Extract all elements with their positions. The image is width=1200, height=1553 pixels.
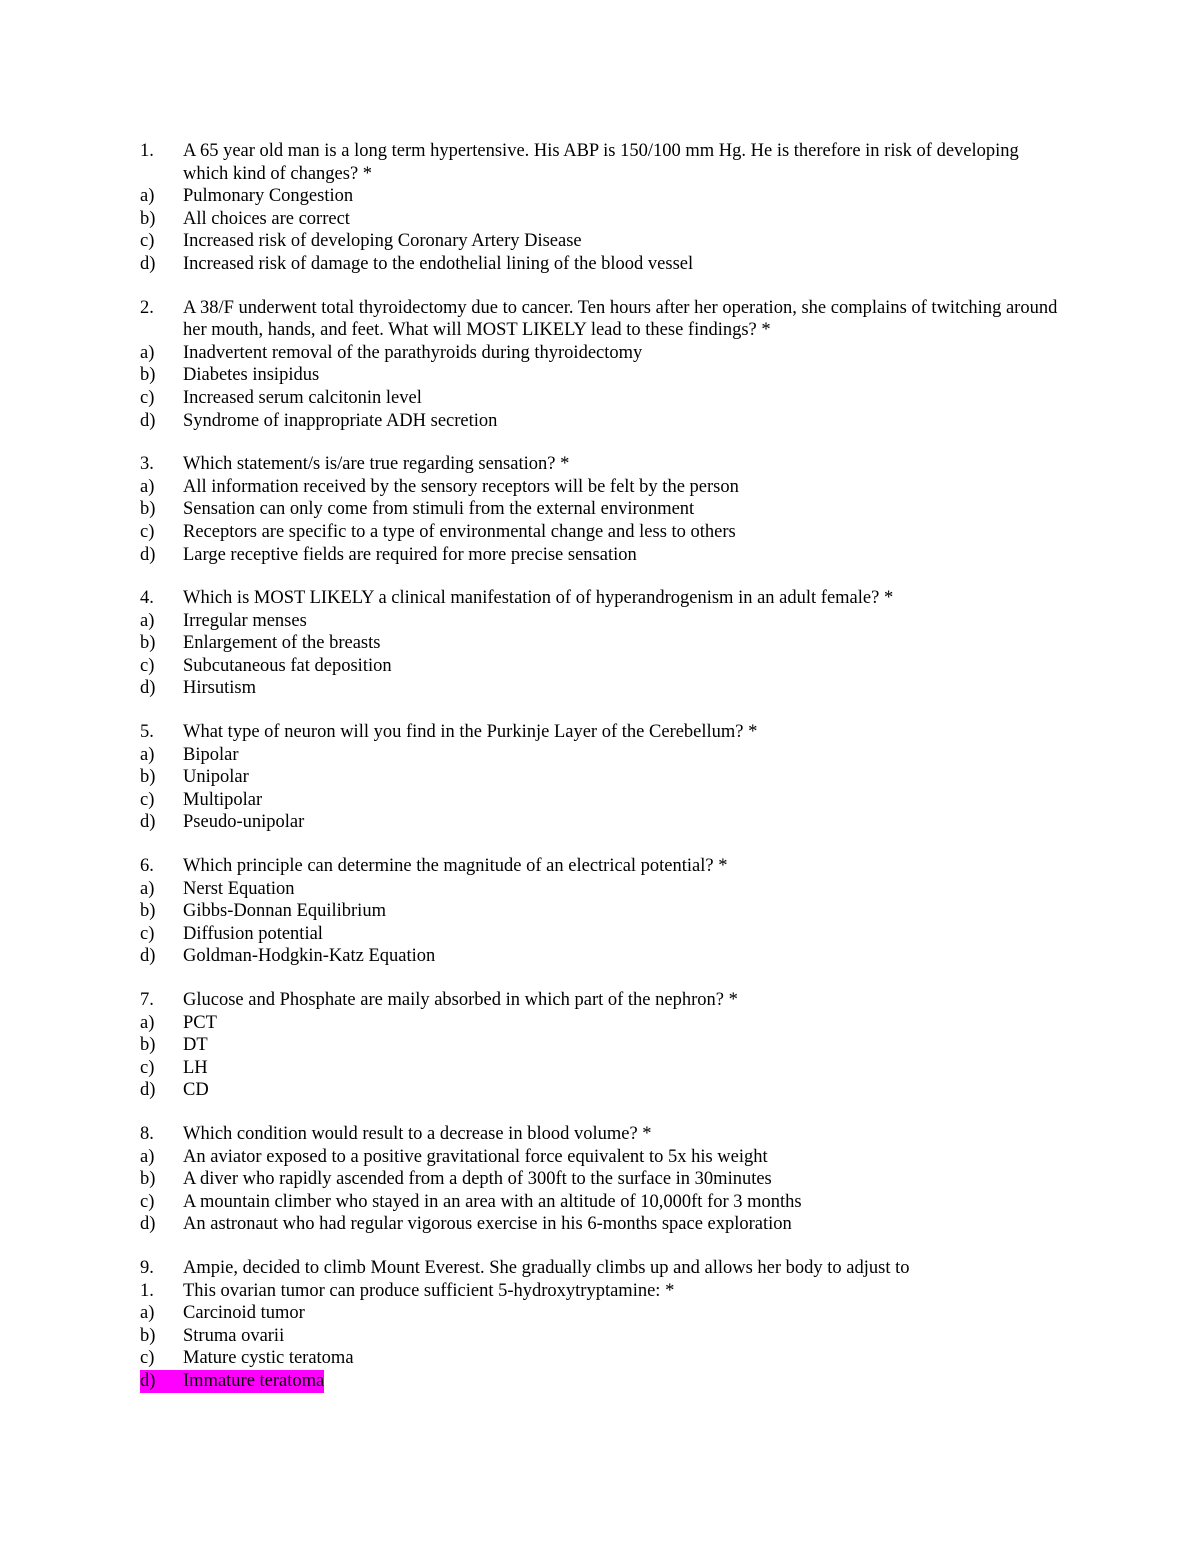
option-d bbox=[140, 945, 1060, 968]
option-a bbox=[140, 476, 1060, 499]
question-text: Which is MOST LIKELY a clinical manifestation of of hyperandrogenism in an adult female? * bbox=[183, 588, 894, 609]
question-stem bbox=[140, 1257, 1060, 1280]
question-number: 3. bbox=[140, 454, 154, 475]
question-text: What type of neuron will you find in the Purkinje Layer of the Cerebellum? * bbox=[183, 722, 758, 743]
option-b bbox=[140, 208, 1060, 231]
option-b bbox=[140, 900, 1060, 923]
option-letter: b) bbox=[140, 208, 156, 229]
question-list bbox=[140, 140, 1060, 1414]
option-a bbox=[140, 744, 1060, 767]
question-stem bbox=[140, 297, 1060, 342]
option-b bbox=[140, 364, 1060, 387]
option-text: Inadvertent removal of the parathyroids during thyroidectomy bbox=[183, 342, 643, 363]
option-letter: b) bbox=[140, 1035, 156, 1056]
option-letter: c) bbox=[140, 521, 155, 542]
option-text: Large receptive fields are required for more precise sensation bbox=[183, 544, 637, 565]
option-text: Struma ovarii bbox=[183, 1325, 285, 1346]
question-stem bbox=[140, 721, 1060, 744]
option-b bbox=[140, 766, 1060, 789]
option-letter: d) bbox=[140, 946, 156, 967]
question-text: Which statement/s is/are true regarding sensation? * bbox=[183, 454, 570, 475]
option-d bbox=[140, 544, 1060, 567]
option-a bbox=[140, 1146, 1060, 1169]
question-text: Glucose and Phosphate are maily absorbed in which part of the nephron? * bbox=[183, 990, 738, 1010]
option-letter: a) bbox=[140, 878, 155, 899]
option-text: Irregular menses bbox=[183, 610, 307, 631]
question-number: 9. bbox=[140, 1257, 154, 1278]
question-1 bbox=[140, 140, 1060, 276]
question-number: 4. bbox=[140, 588, 154, 609]
option-letter: d) bbox=[140, 1080, 156, 1101]
option-d-highlighted bbox=[140, 1370, 1060, 1393]
option-text: Enlargement of the breasts bbox=[183, 633, 381, 654]
option-a bbox=[140, 610, 1060, 633]
option-a bbox=[140, 1012, 1060, 1035]
option-text: Diffusion potential bbox=[183, 923, 323, 944]
option-text: Pulmonary Congestion bbox=[183, 186, 354, 207]
option-d bbox=[140, 1079, 1060, 1102]
question-number: 8. bbox=[140, 1123, 154, 1144]
option-text: Carcinoid tumor bbox=[183, 1303, 305, 1324]
option-c bbox=[140, 1057, 1060, 1080]
question-text: Which condition would result to a decrease in blood volume? * bbox=[183, 1123, 652, 1144]
option-d bbox=[140, 1213, 1060, 1236]
option-letter: c) bbox=[140, 231, 155, 252]
option-letter: b) bbox=[140, 365, 156, 386]
option-letter: a) bbox=[140, 476, 155, 497]
option-text: Sensation can only come from stimuli from the external environment bbox=[183, 499, 695, 520]
option-letter: a) bbox=[140, 744, 155, 765]
option-d bbox=[140, 253, 1060, 276]
option-text: CD bbox=[183, 1080, 209, 1101]
option-c bbox=[140, 387, 1060, 410]
option-letter: c) bbox=[140, 1348, 155, 1369]
option-text: An astronaut who had regular vigorous exercise in his 6-months space exploration bbox=[183, 1214, 792, 1235]
option-letter: a) bbox=[140, 342, 155, 363]
option-letter: d) bbox=[140, 410, 156, 431]
option-text: Immature teratoma bbox=[183, 1370, 325, 1391]
option-letter: c) bbox=[140, 923, 155, 944]
option-text: All information received by the sensory receptors will be felt by the person bbox=[183, 476, 739, 497]
option-c bbox=[140, 655, 1060, 678]
question-number: 7. bbox=[140, 990, 154, 1010]
question-number: 2. bbox=[140, 297, 154, 318]
option-text: An aviator exposed to a positive gravitational force equivalent to 5x his weight bbox=[183, 1146, 768, 1167]
option-letter: a) bbox=[140, 1303, 155, 1324]
question-number: 1. bbox=[140, 1280, 154, 1301]
question-6 bbox=[140, 855, 1060, 968]
option-letter: d) bbox=[140, 812, 156, 833]
option-c bbox=[140, 789, 1060, 812]
option-a bbox=[140, 185, 1060, 208]
option-text: LH bbox=[183, 1057, 208, 1078]
option-d bbox=[140, 677, 1060, 700]
option-text: Nerst Equation bbox=[183, 878, 295, 899]
option-c bbox=[140, 923, 1060, 946]
option-text: A diver who rapidly ascended from a depth of 300ft to the surface in 30minutes bbox=[183, 1169, 772, 1190]
question-9 bbox=[140, 1257, 1060, 1393]
option-c bbox=[140, 1191, 1060, 1214]
question-stem bbox=[140, 1123, 1060, 1146]
option-text: PCT bbox=[183, 1012, 217, 1033]
option-letter: a) bbox=[140, 186, 155, 207]
option-text: Subcutaneous fat deposition bbox=[183, 655, 392, 676]
question-3 bbox=[140, 453, 1060, 566]
option-letter: b) bbox=[140, 767, 156, 788]
question-number: 1. bbox=[140, 141, 154, 161]
option-b bbox=[140, 632, 1060, 655]
question-8 bbox=[140, 1123, 1060, 1236]
question-7 bbox=[140, 989, 1060, 1102]
option-text: Multipolar bbox=[183, 789, 263, 810]
option-text: Unipolar bbox=[183, 767, 249, 788]
option-text: Bipolar bbox=[183, 744, 239, 765]
option-c bbox=[140, 230, 1060, 253]
option-b bbox=[140, 498, 1060, 521]
option-c bbox=[140, 521, 1060, 544]
option-text: Syndrome of inappropriate ADH secretion bbox=[183, 410, 498, 431]
question-text: A 65 year old man is a long term hypertensive. His ABP is 150/100 mm Hg. He is therefore in risk of developing which kind of changes? * bbox=[183, 141, 1019, 184]
option-b bbox=[140, 1325, 1060, 1348]
question-stem bbox=[140, 855, 1060, 878]
option-d bbox=[140, 811, 1060, 834]
answer-highlight bbox=[140, 1370, 324, 1393]
option-text: Gibbs-Donnan Equilibrium bbox=[183, 901, 386, 922]
option-a bbox=[140, 878, 1060, 901]
option-text: Increased risk of developing Coronary Artery Disease bbox=[183, 231, 582, 252]
option-c bbox=[140, 1347, 1060, 1370]
option-letter: b) bbox=[140, 901, 156, 922]
option-text: Goldman-Hodgkin-Katz Equation bbox=[183, 946, 436, 967]
option-text: All choices are correct bbox=[183, 208, 350, 229]
option-letter: b) bbox=[140, 499, 156, 520]
option-text: Receptors are specific to a type of environmental change and less to others bbox=[183, 521, 736, 542]
option-letter: b) bbox=[140, 1325, 156, 1346]
option-letter: c) bbox=[140, 387, 155, 408]
question-4 bbox=[140, 587, 1060, 700]
question-stem bbox=[140, 140, 1060, 185]
question-stem bbox=[140, 989, 1060, 1012]
option-letter: a) bbox=[140, 1012, 155, 1033]
option-letter: b) bbox=[140, 633, 156, 654]
option-letter: d) bbox=[140, 253, 156, 274]
option-a bbox=[140, 342, 1060, 365]
option-text: A mountain climber who stayed in an area with an altitude of 10,000ft for 3 months bbox=[183, 1191, 802, 1212]
question-stem-2 bbox=[140, 1280, 1060, 1303]
option-letter: a) bbox=[140, 610, 155, 631]
question-text: Which principle can determine the magnitude of an electrical potential? * bbox=[183, 856, 728, 877]
option-text: Hirsutism bbox=[183, 678, 256, 699]
option-a bbox=[140, 1302, 1060, 1325]
question-text: This ovarian tumor can produce sufficient 5-hydroxytryptamine: * bbox=[183, 1280, 675, 1301]
question-number: 5. bbox=[140, 722, 154, 743]
question-2 bbox=[140, 297, 1060, 433]
option-text: Pseudo-unipolar bbox=[183, 812, 305, 833]
option-d bbox=[140, 410, 1060, 433]
option-letter: b) bbox=[140, 1169, 156, 1190]
question-5 bbox=[140, 721, 1060, 834]
option-b bbox=[140, 1168, 1060, 1191]
option-text: Increased serum calcitonin level bbox=[183, 387, 422, 408]
option-letter: d) bbox=[140, 544, 156, 565]
question-text: Ampie, decided to climb Mount Everest. She gradually climbs up and allows her body to adjust to bbox=[183, 1257, 910, 1278]
option-text: Diabetes insipidus bbox=[183, 365, 320, 386]
option-letter: c) bbox=[140, 655, 155, 676]
option-letter: c) bbox=[140, 1057, 155, 1078]
question-stem bbox=[140, 453, 1060, 476]
option-text: Increased risk of damage to the endothelial lining of the blood vessel bbox=[183, 253, 694, 274]
option-letter: a) bbox=[140, 1146, 155, 1167]
option-text: Mature cystic teratoma bbox=[183, 1348, 354, 1369]
question-number: 6. bbox=[140, 856, 154, 877]
question-text: A 38/F underwent total thyroidectomy due to cancer. Ten hours after her operation, she complains of twitching around her mouth, hands, and feet. What will MOST LIKELY lead to these findings? * bbox=[183, 297, 1058, 341]
option-letter: d) bbox=[140, 678, 156, 699]
option-letter: d) bbox=[140, 1214, 156, 1235]
question-stem bbox=[140, 587, 1060, 610]
option-letter: c) bbox=[140, 1191, 155, 1212]
option-letter: c) bbox=[140, 789, 155, 810]
option-b bbox=[140, 1034, 1060, 1057]
option-letter: d) bbox=[140, 1370, 156, 1391]
option-text: DT bbox=[183, 1035, 208, 1056]
